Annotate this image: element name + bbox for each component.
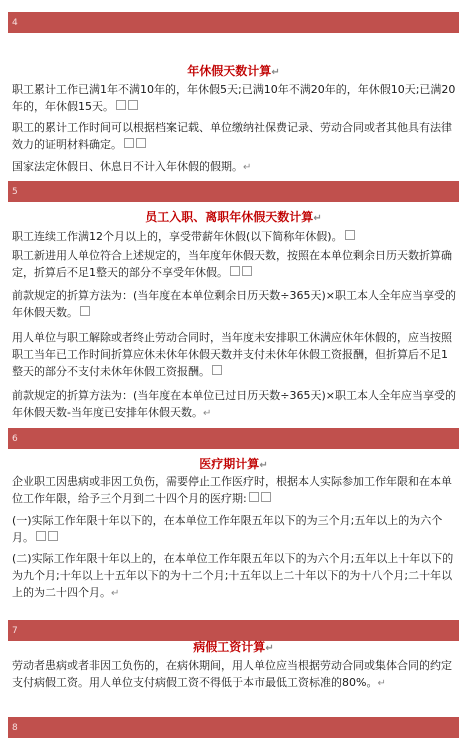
paragraph: (二)实际工作年限十年以上的，在本单位工作年限五年以下的为六个月;五年以上十年以下的为九个月;十年以上十五年以下的为十二个月;十五年以上二十年以下的为十八个月;二十年以上的为二十四个月。↵ — [12, 552, 454, 599]
section-band-7 — [8, 620, 459, 641]
paragraph: (一)实际工作年限十年以下的，在本单位工作年限五年以下的为三个月;五年以上的为六个月。 — [12, 514, 443, 544]
section-title-text: 年休假天数计算 — [187, 64, 272, 78]
section-number: 4 — [12, 18, 18, 28]
document-page — [8, 0, 459, 747]
section-title-medical-period: 医疗期计算↵ — [199, 457, 268, 471]
section-title-text: 员工入职、离职年休假天数计算 — [145, 210, 314, 224]
section-title-annual-leave: 年休假天数计算↵ — [187, 64, 280, 78]
paragraph: 国家法定休假日、休息日不计入年休假的假期。↵ — [12, 160, 252, 173]
paragraph: 职工的累计工作时间可以根据档案记载、单位缴纳社保费记录、劳动合同或者其他具有法律效力的证明材料确定。 — [12, 121, 452, 151]
section-number: 7 — [12, 626, 18, 636]
section-band-5 — [8, 181, 459, 202]
section-band-4 — [8, 12, 459, 33]
section-title-entry-exit-leave: 员工入职、离职年休假天数计算↵ — [145, 210, 322, 224]
section-band-6 — [8, 428, 459, 449]
paragraph: 前款规定的折算方法为：(当年度在本单位剩余日历天数÷365天)×职工本人全年应当享受的年休假天数。 — [12, 289, 457, 319]
section-band-8 — [8, 717, 459, 738]
paragraph: 企业职工因患病或非因工负伤，需要停止工作医疗时，根据本人实际参加工作年限和在本单位工作年限，给予三个月到二十四个月的医疗期: — [12, 475, 452, 505]
section-title-sick-pay: 病假工资计算↵ — [193, 640, 274, 654]
section-number: 8 — [12, 723, 18, 733]
paragraph: 职工累计工作已满1年不满10年的，年休假5天;已满10年不满20年的，年休假10天;已满20年的，年休假15天。 — [12, 83, 456, 113]
section-number: 6 — [12, 434, 18, 444]
section-number: 5 — [12, 187, 18, 197]
paragraph: 用人单位与职工解除或者终止劳动合同时，当年度未安排职工休满应休年休假的，应当按照职工当年已工作时间折算应休未休年休假天数并支付未休年休假工资报酬，但折算后不足1整天的部分不支付未休年休假工资报酬。 — [12, 331, 452, 378]
paragraph: 职工连续工作满12个月以上的，享受带薪年休假(以下简称年休假)。 — [12, 228, 458, 245]
paragraph: 劳动者患病或者非因工负伤的，在病休期间，用人单位应当根据劳动合同或集体合同的约定支付病假工资。用人单位支付病假工资不得低于本市最低工资标准的80%。↵ — [12, 659, 452, 689]
section-title-text: 医疗期计算 — [199, 457, 260, 471]
paragraph: 职工新进用人单位符合上述规定的，当年度年休假天数，按照在本单位剩余日历天数折算确定，折算后不足1整天的部分不享受年休假。 — [12, 249, 452, 279]
paragraph: 前款规定的折算方法为：(当年度在本单位已过日历天数÷365天)×职工本人全年应当享受的年休假天数-当年度已安排年休假天数。↵ — [12, 389, 457, 419]
section-title-text: 病假工资计算 — [193, 640, 266, 654]
